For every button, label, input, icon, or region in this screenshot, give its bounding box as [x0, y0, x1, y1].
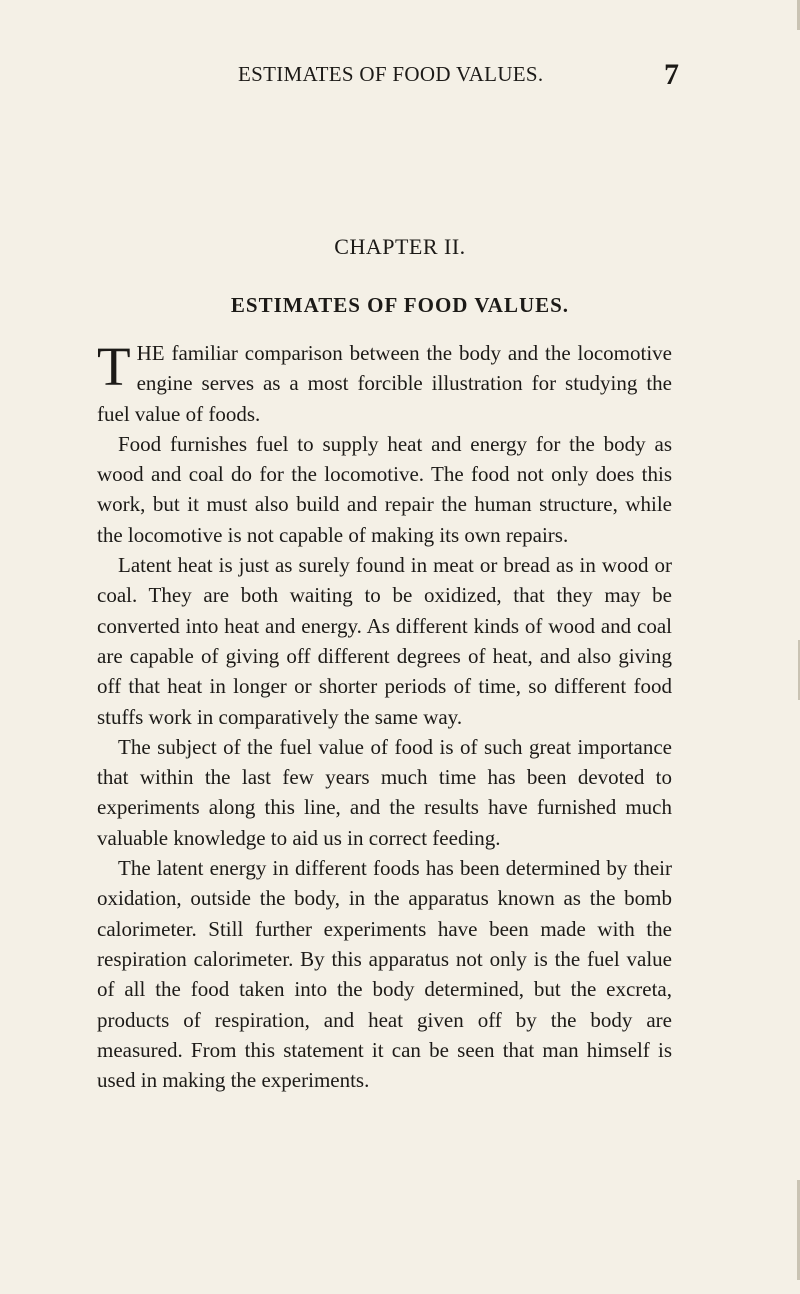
paragraph: Latent heat is just as surely found in meat or bread as in wood or coal. They are both waiting to be oxidized, that they may be converted into heat and energy. As different kinds of wood and coal are capable of giving off different degrees of heat, and also giving off that heat in longer or shorter periods of time, so different food stuffs work in comparatively the same way.: [97, 553, 672, 729]
drop-cap: T: [97, 336, 131, 397]
paragraph-text: HE familiar comparison between the body and the locomotive engine serves as a most forcible illustration for studying the fuel value of foods.: [97, 341, 672, 426]
running-head: [0, 58, 800, 96]
paragraph: The subject of the fuel value of food is of such great importance that within the last few years much time has been devoted to experiments along this line, and the results have furnished much valuable knowledge to aid us in correct feeding.: [97, 734, 672, 850]
page-number: 7: [664, 58, 679, 91]
chapter-heading: CHAPTER II.: [334, 234, 466, 259]
paragraph: [97, 338, 672, 429]
paragraph: Food furnishes fuel to supply heat and energy for the body as wood and coal do for the locomotive. The food not only does this work, but it must also build and repair the human structure, while the locomotive is not capable of making its own repairs.: [97, 431, 672, 547]
running-head-title: ESTIMATES OF FOOD VALUES.: [238, 62, 544, 86]
paragraph: The latent energy in different foods has been determined by their oxidation, outside the body, in the apparatus known as the bomb calorimeter. Still further experiments have been made with the respiration calorimeter. By this apparatus not only is the fuel value of all the food taken into the body determined, but the excreta, products of respiration, and heat given off by the body are measured. From this statement it can be seen that man himself is used in making the experiments.: [97, 856, 672, 1093]
body-text: [97, 338, 672, 1095]
section-title: ESTIMATES OF FOOD VALUES.: [230, 293, 570, 317]
